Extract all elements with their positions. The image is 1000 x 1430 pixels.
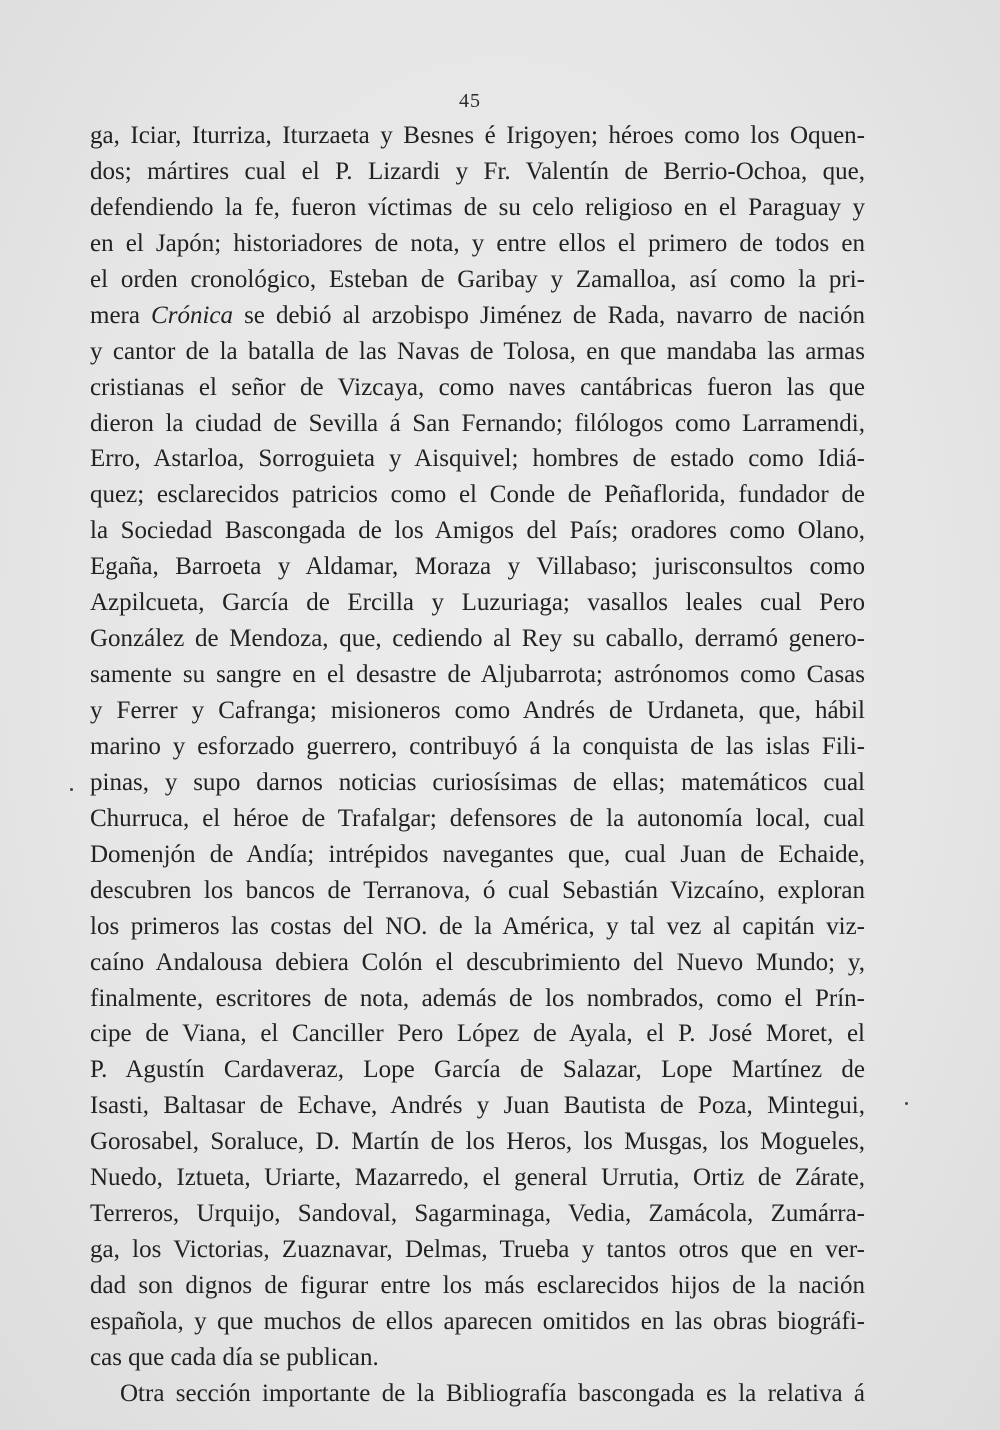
text-line: quez; esclarecidos patricios como el Conde de Peñaflorida, fundador de [90, 481, 865, 509]
page-number: 45 [459, 90, 481, 112]
text-line: dos; mártires cual el P. Lizardi y Fr. Valentín de Berrio-Ochoa, que, [90, 157, 865, 185]
text-line: española, y que muchos de ellos aparecen omitidos en las obras biográfi- [90, 1307, 865, 1335]
text-line: Erro, Astarloa, Sorroguieta y Aisquivel; hombres de estado como Idiá- [90, 445, 865, 473]
text-line: dad son dignos de figurar entre los más esclarecidos hijos de la nación [90, 1272, 865, 1299]
print-speck [70, 788, 73, 791]
text-line: Isasti, Baltasar de Echave, Andrés y Juan Bautista de Poza, Mintegui, [90, 1092, 865, 1120]
text-line: la Sociedad Bascongada de los Amigos del País; oradores como Olano, [90, 517, 865, 545]
body-text [90, 118, 865, 1412]
print-speck [905, 1102, 908, 1105]
italic-title: Crónica [151, 301, 233, 329]
text-line: y cantor de la batalla de las Navas de Tolosa, en que mandaba las armas [90, 337, 865, 365]
text-line: marino y esforzado guerrero, contribuyó á la conquista de las islas Fili- [90, 732, 865, 760]
text-line: mera Crónica se debió al arzobispo Jiménez de Rada, navarro de nación [90, 301, 865, 329]
paragraph-start-line: Otra sección importante de la Bibliografía bascongada es la relativa á [120, 1379, 865, 1407]
text-line: en el Japón; historiadores de nota, y entre ellos el primero de todos en [90, 229, 865, 257]
text-line: los primeros las costas del NO. de la América, y tal vez al capitán viz- [90, 912, 865, 940]
text-line: P. Agustín Cardaveraz, Lope García de Salazar, Lope Martínez de [90, 1056, 865, 1084]
text-line: finalmente, escritores de nota, además de los nombrados, como el Prín- [90, 984, 865, 1012]
text-line: cristianas el señor de Vizcaya, como naves cantábricas fueron las que [90, 373, 865, 401]
text-line: caíno Andalousa debiera Colón el descubrimiento del Nuevo Mundo; y, [90, 948, 865, 976]
text-line: samente su sangre en el desastre de Aljubarrota; astrónomos como Casas [90, 661, 865, 689]
text-line: ga, los Victorias, Zuaznavar, Delmas, Trueba y tantos otros que en ver- [90, 1236, 865, 1264]
text-line: Azpilcueta, García de Ercilla y Luzuriaga; vasallos leales cual Pero [90, 589, 865, 617]
text-line: González de Mendoza, que, cediendo al Rey su caballo, derramó genero- [90, 625, 865, 653]
text-line: el orden cronológico, Esteban de Garibay y Zamalloa, así como la pri- [90, 265, 865, 293]
text-line: dieron la ciudad de Sevilla á San Fernando; filólogos como Larramendi, [90, 409, 865, 437]
text-line: Gorosabel, Soraluce, D. Martín de los Heros, los Musgas, los Mogueles, [90, 1128, 865, 1156]
text-line: y Ferrer y Cafranga; misioneros como Andrés de Urdaneta, que, hábil [90, 697, 865, 724]
paragraph-end-line: cas que cada día se publican. [90, 1343, 379, 1371]
text-line: Nuedo, Iztueta, Uriarte, Mazarredo, el general Urrutia, Ortiz de Zárate, [90, 1164, 865, 1192]
text-line: defendiendo la fe, fueron víctimas de su celo religioso en el Paraguay y [90, 193, 865, 221]
text-line: Churruca, el héroe de Trafalgar; defensores de la autonomía local, cual [90, 804, 865, 832]
text-line: pinas, y supo darnos noticias curiosísimas de ellas; matemáticos cual [90, 768, 865, 796]
text-line: ga, Iciar, Iturriza, Iturzaeta y Besnes é Irigoyen; héroes como los Oquen- [90, 122, 865, 149]
text-line: Domenjón de Andía; intrépidos navegantes que, cual Juan de Echaide, [90, 840, 865, 868]
text-line: descubren los bancos de Terranova, ó cual Sebastián Vizcaíno, exploran [90, 876, 865, 904]
text-line: cipe de Viana, el Canciller Pero López de Ayala, el P. José Moret, el [90, 1020, 865, 1048]
text-line: Terreros, Urquijo, Sandoval, Sagarminaga, Vedia, Zamácola, Zumárra- [90, 1200, 865, 1228]
text-line: Egaña, Barroeta y Aldamar, Moraza y Villabaso; jurisconsultos como [90, 553, 865, 581]
